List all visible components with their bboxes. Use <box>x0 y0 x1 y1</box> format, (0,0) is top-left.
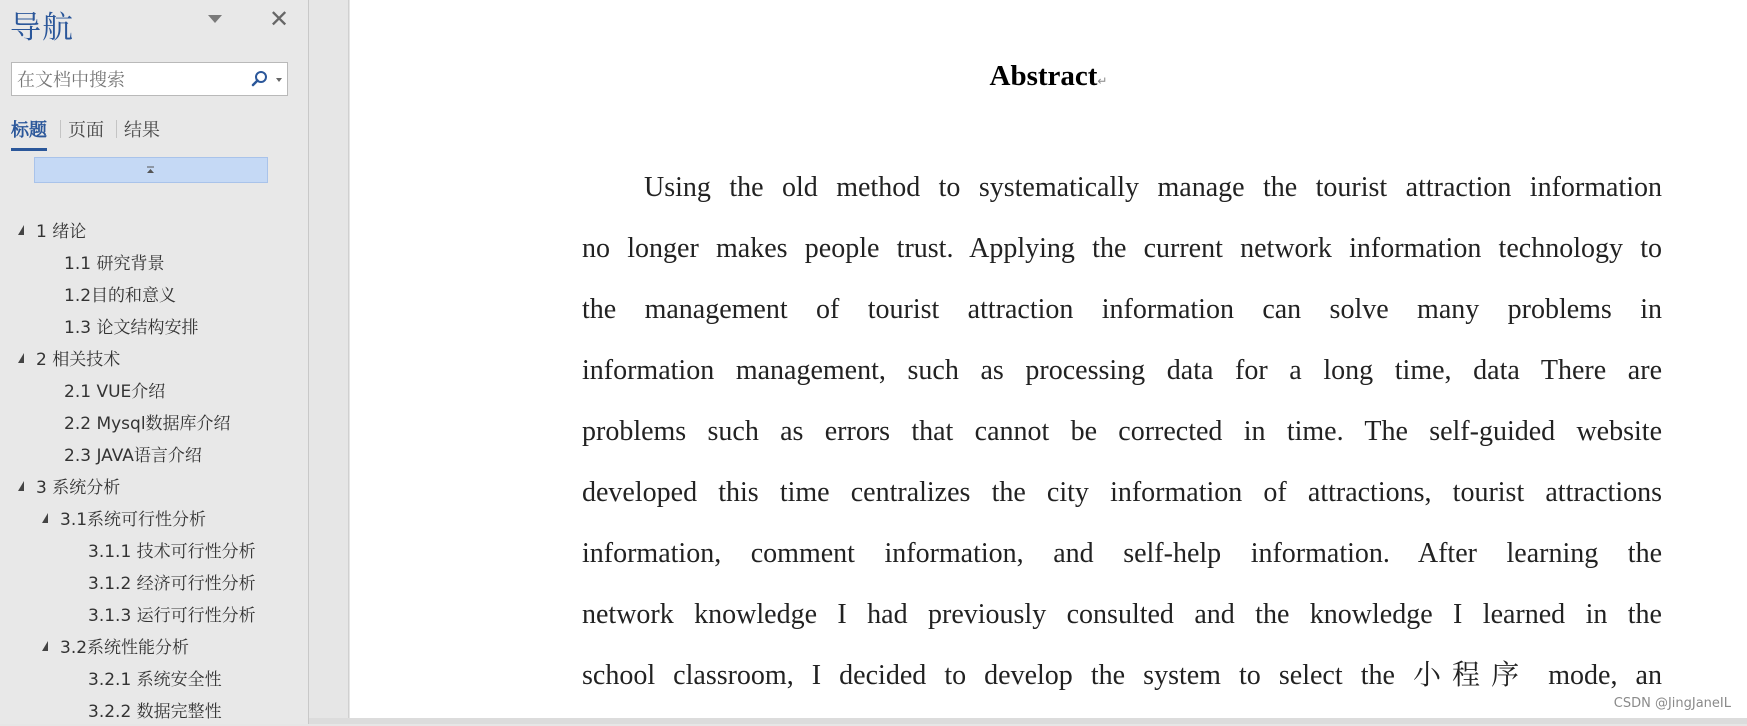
outline-item-label: 1 绪论 <box>36 222 87 242</box>
outline-item-label: 3.1.1 技术可行性分析 <box>88 542 256 562</box>
abstract-heading-text: Abstract <box>989 60 1098 92</box>
tab-results[interactable]: 结果 <box>124 120 160 141</box>
outline-item-label: 3.2.2 数据完整性 <box>88 702 222 722</box>
paragraph-mark-icon: ↵ <box>1097 74 1108 88</box>
outline-item[interactable] <box>64 378 165 406</box>
close-icon[interactable]: ✕ <box>268 5 290 33</box>
nav-pane-title: 导航 <box>10 10 74 46</box>
outline-item[interactable] <box>42 506 206 534</box>
collapse-up-icon <box>146 166 155 174</box>
watermark: CSDN @JingJaneIL <box>1613 696 1731 711</box>
outline-item-label: 1.3 论文结构安排 <box>64 318 199 338</box>
outline-item[interactable] <box>88 570 256 598</box>
outline-item[interactable] <box>64 282 176 310</box>
outline-item-label: 1.1 研究背景 <box>64 254 165 274</box>
outline-item-label: 2 相关技术 <box>36 350 121 370</box>
abstract-line: Using the old method to systematically manage the tourist attraction information <box>644 172 1662 203</box>
abstract-line: information, comment information, and self-help information. After learning the <box>582 538 1662 569</box>
tab-divider <box>60 120 61 138</box>
abstract-line: developed this time centralizes the city information of attractions, tourist attractions <box>582 477 1662 508</box>
abstract-line: school classroom, I decided to develop the system to select the 小程序 mode, an <box>582 660 1662 691</box>
expand-triangle-icon[interactable] <box>18 225 24 235</box>
outline-item-label: 2.3 JAVA语言介绍 <box>64 446 202 466</box>
outline-item[interactable] <box>64 250 164 278</box>
outline-item[interactable] <box>88 538 256 566</box>
outline-item-label: 3 系统分析 <box>36 478 121 498</box>
outline-item-label: 3.1.3 运行可行性分析 <box>88 606 256 626</box>
expand-triangle-icon[interactable] <box>42 641 48 651</box>
outline-item[interactable] <box>88 602 256 630</box>
outline-item-label: 2.1 VUE介绍 <box>64 382 166 402</box>
outline-item-label: 1.2目的和意义 <box>64 286 177 306</box>
pane-options-dropdown-icon[interactable] <box>208 15 222 23</box>
outline-item-label: 3.2.1 系统安全性 <box>88 670 222 690</box>
outline-item[interactable] <box>88 698 222 726</box>
expand-triangle-icon[interactable] <box>42 513 48 523</box>
expand-triangle-icon[interactable] <box>18 353 24 363</box>
tab-pages[interactable]: 页面 <box>68 120 104 141</box>
search-icon[interactable] <box>251 70 269 88</box>
collapse-headings-bar[interactable] <box>34 157 268 183</box>
tab-headings[interactable]: 标题 <box>11 116 47 151</box>
abstract-line: no longer makes people trust. Applying the current network information technology to <box>582 233 1662 264</box>
outline-item[interactable] <box>64 314 198 342</box>
abstract-line: problems such as errors that cannot be corrected in time. The self-guided website <box>582 416 1662 447</box>
outline-item[interactable] <box>18 474 120 502</box>
search-input[interactable] <box>15 63 249 97</box>
outline-item-label: 3.2系统性能分析 <box>60 638 190 658</box>
abstract-line: the management of tourist attraction information can solve many problems in <box>582 294 1662 325</box>
outline-item[interactable] <box>64 410 231 438</box>
document-page <box>350 0 1747 718</box>
pane-splitter[interactable] <box>309 0 349 724</box>
outline-item[interactable] <box>64 442 202 470</box>
outline-item-label: 3.1.2 经济可行性分析 <box>88 574 256 594</box>
abstract-line: network knowledge I had previously consulted and the knowledge I learned in the <box>582 599 1662 630</box>
expand-triangle-icon[interactable] <box>18 481 24 491</box>
search-options-chevron-icon[interactable] <box>276 78 282 82</box>
bottom-edge <box>309 718 1747 724</box>
navigation-pane <box>0 0 309 724</box>
abstract-body <box>582 157 1662 706</box>
outline-item[interactable] <box>88 666 222 694</box>
outline-item-label: 2.2 Mysql数据库介绍 <box>64 414 231 434</box>
tab-divider <box>116 120 117 138</box>
abstract-line: information management, such as processing data for a long time, data There are <box>582 355 1662 386</box>
outline-item[interactable] <box>42 634 189 662</box>
abstract-heading <box>350 60 1747 93</box>
outline-item[interactable] <box>18 346 120 374</box>
search-box[interactable] <box>11 62 288 96</box>
outline-item-label: 3.1系统可行性分析 <box>60 510 207 530</box>
outline-item[interactable] <box>18 218 86 246</box>
